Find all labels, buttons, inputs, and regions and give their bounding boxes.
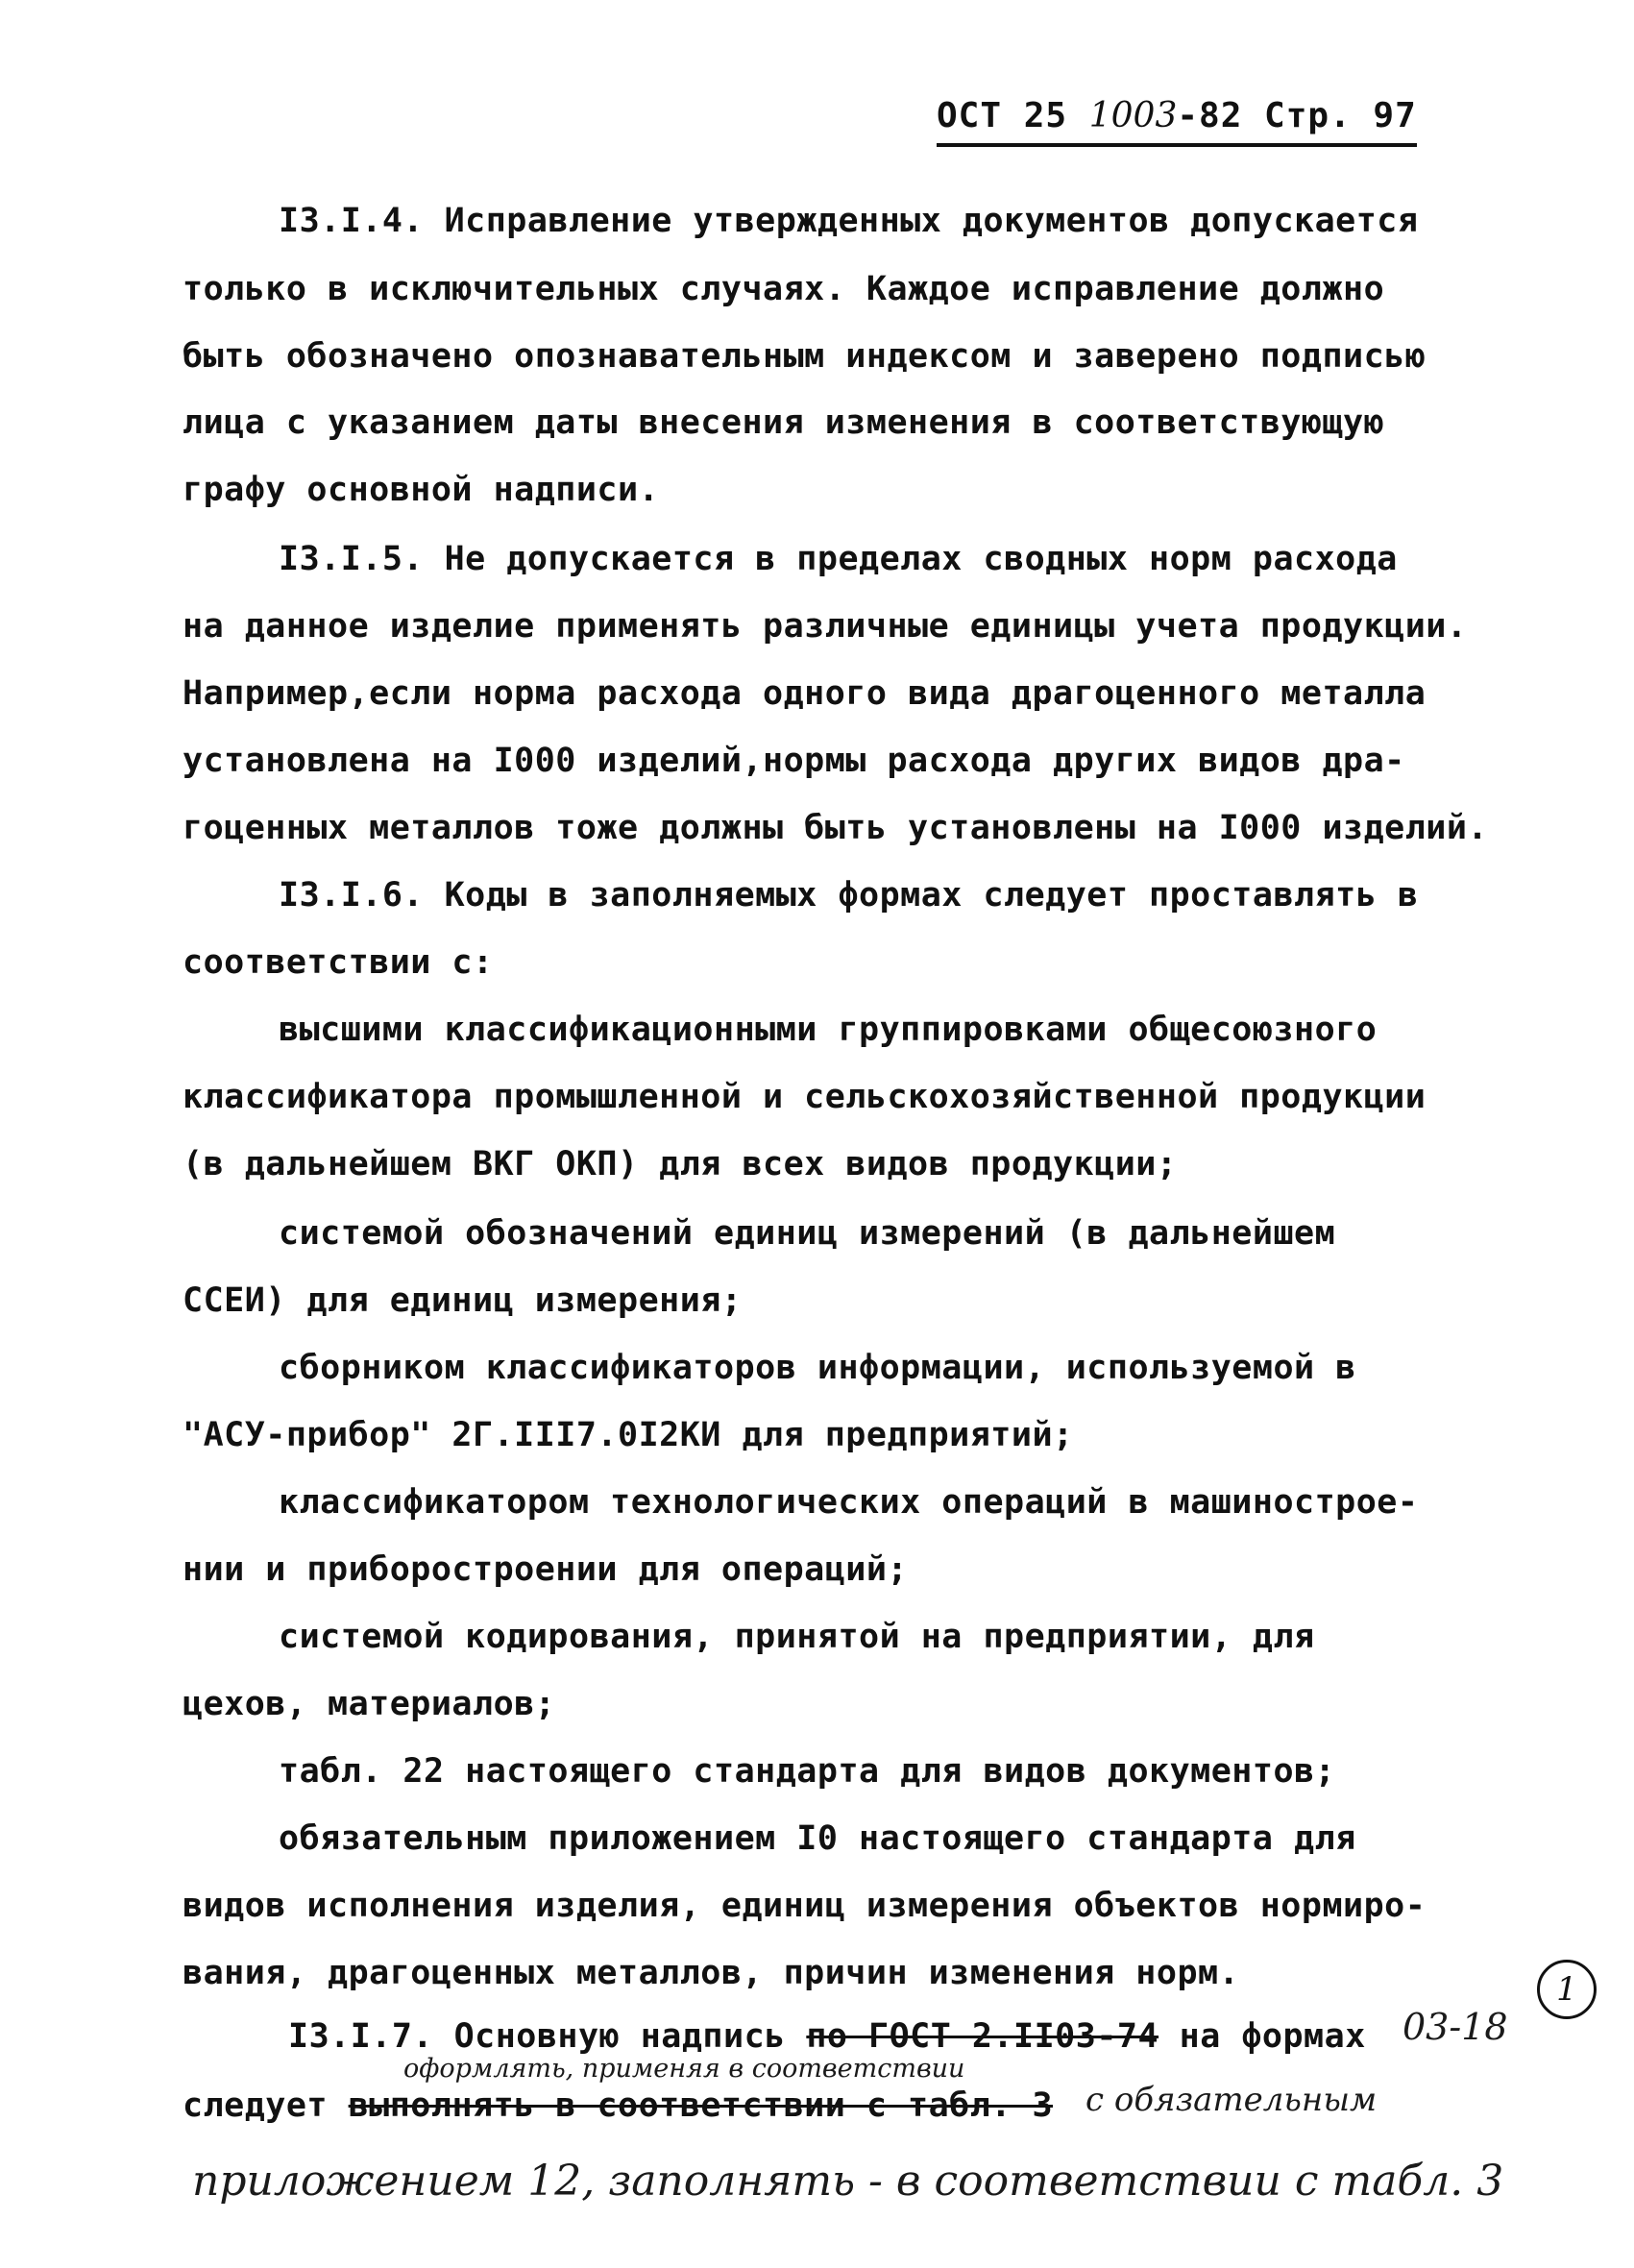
text-line: классификатором технологических операций в машинострое-: [279, 1483, 1419, 1522]
text-line: лица с указанием даты внесения изменения в соответствующую: [183, 403, 1385, 442]
text-line: I3.I.6. Коды в заполняемых формах следует проставлять в: [279, 876, 1419, 915]
page-header: [937, 96, 1417, 147]
header-number: 1003: [1088, 96, 1178, 135]
handwritten-insert: оформлять, применяя в соответствии: [403, 2054, 965, 2084]
last-para-line2-start: следует: [183, 2086, 329, 2125]
text-line: системой обозначений единиц измерений (в дальнейшем: [279, 1214, 1336, 1253]
text-line: "АСУ-прибор" 2Г.III7.0I2КИ для предприятий;: [183, 1416, 1074, 1454]
handwritten-forms: 03-18: [1402, 2006, 1508, 2048]
struck-text: выполнять в соответствии с табл. 3: [348, 2086, 1054, 2125]
struck-text: по ГОСТ 2.II03-74: [806, 2017, 1159, 2056]
text-line: табл. 22 настоящего стандарта для видов документов;: [279, 1752, 1336, 1791]
last-para-mid: на формах: [1179, 2017, 1366, 2056]
text-line: цехов, материалов;: [183, 1685, 556, 1723]
text-line: установлена на I000 изделий,нормы расхода других видов дра-: [183, 742, 1405, 780]
handwritten-line-3: приложением 12, заполнять - в соответствии с табл. 3: [192, 2157, 1504, 2206]
text-line: видов исполнения изделия, единиц измерения объектов нормиро-: [183, 1887, 1427, 1925]
last-para-start: I3.I.7. Основную надпись: [288, 2017, 786, 2056]
text-line: нии и приборостроении для операций;: [183, 1550, 909, 1589]
text-line: сборником классификаторов информации, используемой в: [279, 1349, 1356, 1387]
text-line: графу основной надписи.: [183, 471, 660, 509]
text-line: (в дальнейшем ВКГ ОКП) для всех видов продукции;: [183, 1145, 1178, 1183]
text-line: классификатора промышленной и сельскохозяйственной продукции: [183, 1078, 1427, 1116]
text-line: системой кодирования, принятой на предприятии, для: [279, 1618, 1315, 1656]
text-line: Например,если норма расхода одного вида драгоценного металла: [183, 674, 1427, 713]
header-page: -82 Стр. 97: [1177, 96, 1417, 135]
last-paragraph-line-1: [288, 2015, 1366, 2058]
text-line: гоценных металлов тоже должны быть установлены на I000 изделий.: [183, 809, 1489, 847]
text-line: ССЕИ) для единиц измерения;: [183, 1281, 743, 1320]
circled-number: 1: [1537, 1960, 1597, 2019]
text-line: быть обозначено опознавательным индексом и заверено подписью: [183, 337, 1427, 376]
text-line: обязательным приложением I0 настоящего стандарта для: [279, 1819, 1356, 1858]
text-line: на данное изделие применять различные единицы учета продукции.: [183, 607, 1468, 646]
text-line: I3.I.4. Исправление утвержденных документов допускается: [279, 202, 1419, 240]
header-standard: ОСТ 25: [937, 96, 1068, 135]
handwritten-line-2: с обязательным: [1085, 2081, 1378, 2119]
last-paragraph-line-2: [183, 2085, 1053, 2127]
text-line: соответствии с:: [183, 943, 494, 982]
text-line: I3.I.5. Не допускается в пределах сводных норм расхода: [279, 540, 1398, 578]
text-line: только в исключительных случаях. Каждое исправление должно: [183, 270, 1385, 308]
text-line: высшими классификационными группировками общесоюзного: [279, 1011, 1378, 1049]
text-line: вания, драгоценных металлов, причин изменения норм.: [183, 1954, 1240, 1992]
